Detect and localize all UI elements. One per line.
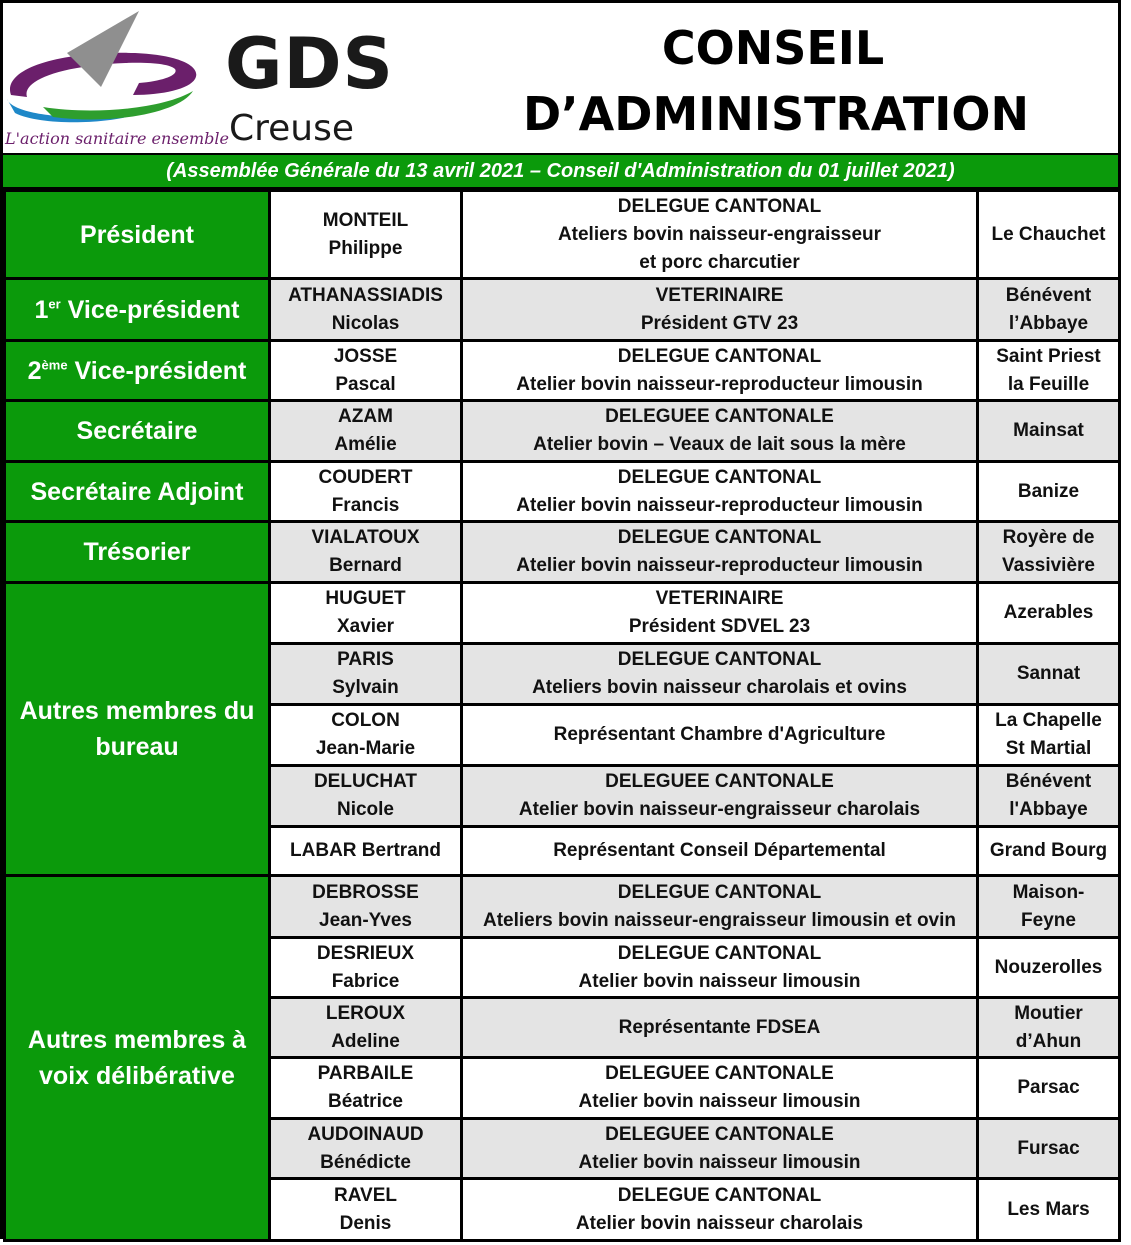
role-label: Secrétaire Adjoint	[30, 477, 244, 506]
member-name-cell	[270, 462, 462, 522]
role-title: Vice-président	[60, 295, 240, 324]
member-commune-line: Bénévent	[1005, 771, 1092, 792]
member-function-line: Atelier bovin naisseur-reproducteur limousin	[516, 555, 923, 576]
member-name-cell	[270, 341, 462, 401]
member-function-line: DELEGUEE CANTONALE	[605, 1123, 834, 1145]
member-function-cell	[462, 583, 978, 644]
member-name-cell	[270, 705, 462, 766]
member-name-line: Nicole	[336, 799, 395, 820]
role-label: Secrétaire	[76, 417, 198, 445]
title-line-1: CONSEIL	[661, 21, 885, 75]
member-commune-line: Vassivière	[1002, 555, 1095, 576]
member-name-line: Adeline	[331, 1030, 400, 1052]
member-commune-line: St Martial	[1005, 738, 1092, 759]
member-name-line: RAVEL	[334, 1184, 397, 1206]
member-commune-cell	[978, 341, 1120, 401]
member-name-line: LEROUX	[325, 1002, 406, 1024]
gds-logo	[3, 3, 523, 153]
member-commune-cell	[978, 938, 1120, 998]
member-function-cell	[462, 766, 978, 827]
member-function-cell	[462, 705, 978, 766]
table-row	[5, 522, 1120, 583]
member-name-line: Amélie	[334, 434, 397, 455]
member-commune-line: Fursac	[1017, 1137, 1080, 1159]
role-label: Président	[80, 220, 194, 249]
member-name-line: PARIS	[337, 649, 394, 670]
member-function-cell	[462, 876, 978, 938]
role-ordinal-suffix: er	[48, 296, 61, 312]
table-row	[5, 279, 1120, 341]
member-function-line: Atelier bovin naisseur charolais	[575, 1212, 864, 1234]
member-commune-cell	[978, 705, 1120, 766]
member-function-line: Président GTV 23	[640, 312, 799, 334]
member-name-cell	[270, 522, 462, 583]
role-title: Vice-président	[67, 356, 247, 385]
member-name-cell	[270, 279, 462, 341]
member-name-line: VIALATOUX	[311, 527, 420, 548]
member-function-line: DELEGUE CANTONAL	[617, 195, 822, 217]
member-name-cell	[270, 827, 462, 876]
member-function-line: Représentant Chambre d'Agriculture	[553, 724, 886, 745]
table-row	[5, 401, 1120, 462]
member-name-line: Bernard	[329, 555, 402, 576]
role-cell-tresorier	[5, 522, 270, 583]
member-function-line: Ateliers bovin naisseur charolais et ovins	[532, 677, 907, 698]
role-label: Autres membres à voix délibérative	[27, 1026, 247, 1090]
member-function-line: DELEGUE CANTONAL	[617, 466, 822, 488]
role-cell-vp2	[5, 341, 270, 401]
role-ordinal: 1	[34, 295, 49, 324]
member-function-line: Atelier bovin naisseur limousin	[578, 1151, 861, 1173]
member-function-line: Atelier bovin naisseur-engraisseur charolais	[518, 799, 921, 820]
member-commune-cell	[978, 1119, 1120, 1179]
role-cell-president	[5, 191, 270, 279]
member-function-cell	[462, 1179, 978, 1241]
member-name-line: JOSSE	[333, 345, 398, 367]
role-label: Trésorier	[83, 538, 191, 566]
member-name-line: MONTEIL	[322, 209, 409, 231]
member-name-cell	[270, 1058, 462, 1119]
member-commune-line: l’Abbaye	[1008, 312, 1089, 334]
member-function-line: Ateliers bovin naisseur-engraisseur	[557, 223, 882, 245]
member-function-line: Atelier bovin naisseur-reproducteur limousin	[516, 494, 923, 516]
member-commune-cell	[978, 766, 1120, 827]
member-name-cell	[270, 644, 462, 705]
member-function-line: Atelier bovin naisseur limousin	[578, 1091, 861, 1112]
member-name-line: PARBAILE	[317, 1063, 414, 1084]
role-ordinal: 2	[27, 356, 42, 385]
member-name-cell	[270, 401, 462, 462]
member-name-line: Francis	[331, 494, 400, 516]
member-commune-cell	[978, 1179, 1120, 1241]
member-function-cell	[462, 938, 978, 998]
member-commune-cell	[978, 827, 1120, 876]
member-name-line: Fabrice	[331, 970, 400, 992]
member-name-cell	[270, 998, 462, 1058]
member-name-line: Jean-Marie	[315, 738, 416, 759]
member-name-line: AUDOINAUD	[307, 1123, 424, 1145]
member-commune-line: Royère de	[1002, 527, 1095, 548]
member-function-cell	[462, 341, 978, 401]
member-name-line: DESRIEUX	[316, 942, 415, 964]
member-function-line: Ateliers bovin naisseur-engraisseur limousin et ovin	[482, 909, 957, 931]
member-commune-line: Saint Priest	[996, 345, 1101, 367]
member-commune-cell	[978, 876, 1120, 938]
role-cell-bureau	[5, 583, 270, 876]
member-name-line: DEBROSSE	[312, 881, 419, 903]
member-function-cell	[462, 1058, 978, 1119]
table-row	[5, 462, 1120, 522]
member-name-line: HUGUET	[325, 588, 406, 609]
member-function-line: DELEGUE CANTONAL	[617, 649, 822, 670]
member-commune-line: La Chapelle	[995, 710, 1102, 731]
member-function-line: DELEGUEE CANTONALE	[605, 1063, 834, 1084]
member-commune-line: Nouzerolles	[994, 956, 1103, 978]
member-function-line: DELEGUEE CANTONALE	[605, 771, 834, 792]
board-table	[3, 189, 1121, 1242]
member-function-line: DELEGUE CANTONAL	[617, 942, 822, 964]
table-row	[5, 583, 1120, 644]
header	[3, 3, 1118, 153]
member-function-line: Président SDVEL 23	[628, 616, 811, 637]
member-commune-line: Moutier	[1014, 1002, 1083, 1024]
member-name-cell	[270, 1119, 462, 1179]
member-name-line: LABAR Bertrand	[290, 840, 441, 861]
member-name-line: AZAM	[338, 406, 393, 427]
member-commune-line: Maison-	[1012, 881, 1085, 903]
member-function-line: Atelier bovin naisseur limousin	[578, 970, 861, 992]
role-cell-vp1	[5, 279, 270, 341]
member-name-line: DELUCHAT	[313, 771, 418, 792]
member-commune-line: Feyne	[1021, 909, 1076, 931]
subtitle-bar: (Assemblée Générale du 13 avril 2021 – Conseil d'Administration du 01 juillet 2021)	[3, 153, 1118, 189]
member-name-line: Sylvain	[332, 677, 399, 698]
member-name-line: COLON	[331, 710, 400, 731]
member-function-cell	[462, 462, 978, 522]
member-function-line: DELEGUE CANTONAL	[617, 1184, 822, 1206]
member-function-cell	[462, 279, 978, 341]
member-name-cell	[270, 191, 462, 279]
member-name-cell	[270, 766, 462, 827]
member-name-line: Nicolas	[331, 312, 400, 334]
member-function-line: Représentant Conseil Départemental	[553, 840, 886, 861]
member-function-line: DELEGUE CANTONAL	[617, 881, 822, 903]
member-commune-cell	[978, 462, 1120, 522]
member-commune-line: la Feuille	[1007, 373, 1090, 395]
member-commune-cell	[978, 998, 1120, 1058]
member-name-line: Bénédicte	[320, 1151, 411, 1173]
member-name-line: Denis	[339, 1212, 392, 1234]
member-name-cell	[270, 876, 462, 938]
table-row	[5, 341, 1120, 401]
gds-swoosh-icon	[3, 3, 223, 133]
member-commune-line: Les Mars	[1007, 1198, 1090, 1220]
member-function-line: DELEGUEE CANTONALE	[605, 406, 834, 427]
member-commune-line: Grand Bourg	[989, 840, 1108, 861]
member-function-cell	[462, 401, 978, 462]
member-name-line: Philippe	[328, 237, 403, 259]
member-commune-line: Parsac	[1017, 1077, 1080, 1098]
role-cell-secretaire-adjoint	[5, 462, 270, 522]
member-function-cell	[462, 998, 978, 1058]
member-name-line: Jean-Yves	[319, 909, 412, 931]
member-commune-cell	[978, 191, 1120, 279]
member-commune-cell	[978, 644, 1120, 705]
member-function-line: VETERINAIRE	[655, 284, 784, 306]
role-cell-secretaire	[5, 401, 270, 462]
member-commune-cell	[978, 401, 1120, 462]
member-commune-cell	[978, 279, 1120, 341]
member-commune-cell	[978, 1058, 1120, 1119]
member-commune-line: Bénévent	[1005, 284, 1092, 306]
org-name: GDS	[225, 23, 394, 105]
role-label: Autres membres du bureau	[19, 697, 255, 761]
member-commune-line: d’Ahun	[1015, 1030, 1082, 1052]
member-name-cell	[270, 938, 462, 998]
table-row	[5, 191, 1120, 279]
member-name-cell	[270, 1179, 462, 1241]
member-function-cell	[462, 644, 978, 705]
page-title	[523, 15, 1029, 147]
member-function-line: Atelier bovin naisseur-reproducteur limousin	[516, 373, 923, 395]
table-row	[5, 876, 1120, 938]
member-function-cell	[462, 1119, 978, 1179]
org-tagline: L'action sanitaire ensemble	[5, 129, 230, 148]
member-commune-cell	[978, 522, 1120, 583]
member-function-line: Représentante FDSEA	[618, 1016, 821, 1038]
member-commune-cell	[978, 583, 1120, 644]
title-line-2: D’ADMINISTRATION	[523, 87, 1029, 141]
member-function-line: DELEGUE CANTONAL	[617, 345, 822, 367]
member-commune-line: Sannat	[1016, 663, 1081, 684]
member-commune-line: Azerables	[1003, 602, 1094, 623]
member-name-line: COUDERT	[318, 466, 413, 488]
member-function-line: et porc charcutier	[639, 251, 800, 273]
member-function-cell	[462, 522, 978, 583]
member-function-cell	[462, 827, 978, 876]
member-name-line: Pascal	[335, 373, 396, 395]
member-commune-line: Mainsat	[1013, 420, 1084, 441]
member-name-line: Xavier	[336, 616, 395, 637]
member-function-line: DELEGUE CANTONAL	[617, 527, 822, 548]
member-function-line: Atelier bovin – Veaux de lait sous la mère	[533, 434, 906, 455]
member-function-line: VETERINAIRE	[655, 588, 784, 609]
member-function-cell	[462, 191, 978, 279]
member-commune-line: Le Chauchet	[991, 223, 1106, 245]
member-name-line: Béatrice	[328, 1091, 403, 1112]
role-cell-deliberative	[5, 876, 270, 1241]
member-name-line: ATHANASSIADIS	[288, 284, 443, 306]
org-region: Creuse	[229, 108, 355, 149]
member-name-cell	[270, 583, 462, 644]
member-commune-line: l'Abbaye	[1009, 799, 1088, 820]
role-ordinal-suffix: ème	[41, 357, 68, 373]
member-commune-line: Banize	[1017, 480, 1080, 502]
